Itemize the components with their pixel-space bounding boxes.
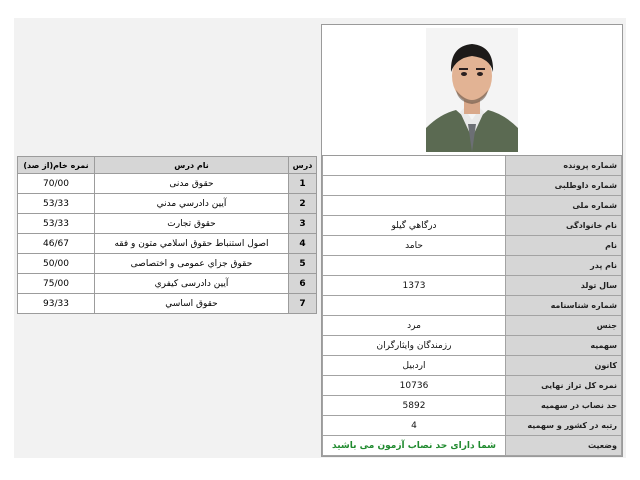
info-row [323, 436, 622, 456]
course-cell: حقوق اساسي [95, 294, 289, 314]
info-row [323, 356, 622, 376]
info-value: مرد [323, 316, 506, 336]
score-cell: 46/67 [18, 234, 95, 254]
course-cell: حقوق مدنى [95, 174, 289, 194]
table-row [18, 194, 317, 214]
course-cell: آيين دادرسي مدني [95, 194, 289, 214]
index-cell: 3 [289, 214, 317, 234]
info-row [323, 336, 622, 356]
info-row [323, 376, 622, 396]
info-row [323, 276, 622, 296]
score-cell: 53/33 [18, 214, 95, 234]
info-label: حد نصاب در سهمیه [506, 396, 622, 416]
info-row [323, 196, 622, 216]
person-photo-icon [426, 28, 518, 152]
info-value: 10736 [323, 376, 506, 396]
score-cell: 70/00 [18, 174, 95, 194]
index-cell: 4 [289, 234, 317, 254]
info-label: جنس [506, 316, 622, 336]
score-cell: 53/33 [18, 194, 95, 214]
info-row [323, 316, 622, 336]
index-cell: 7 [289, 294, 317, 314]
index-cell: 6 [289, 274, 317, 294]
photo-area [322, 25, 622, 156]
info-row [323, 256, 622, 276]
course-cell: حقوق جزاي عمومى و اختصاصى [95, 254, 289, 274]
info-row [323, 156, 622, 176]
info-row [323, 216, 622, 236]
grades-table [17, 156, 317, 314]
info-label: رتبه در کشور و سهمیه [506, 416, 622, 436]
info-value: 1373 [323, 276, 506, 296]
info-row [323, 296, 622, 316]
info-row [323, 236, 622, 256]
course-cell: آيين دادرسی کيفري [95, 274, 289, 294]
info-value [323, 296, 506, 316]
table-row [18, 254, 317, 274]
info-value [323, 256, 506, 276]
info-label: سهمیه [506, 336, 622, 356]
info-row [323, 416, 622, 436]
table-row [18, 274, 317, 294]
info-row [323, 176, 622, 196]
info-label: نام پدر [506, 256, 622, 276]
index-cell: 2 [289, 194, 317, 214]
info-label: نام خانوادگی [506, 216, 622, 236]
info-value: 4 [323, 416, 506, 436]
score-cell: 50/00 [18, 254, 95, 274]
candidate-info-table [322, 156, 622, 456]
info-label: نمره کل تراز نهایی [506, 376, 622, 396]
info-value: حامد [323, 236, 506, 256]
info-label: وضعیت [506, 436, 622, 456]
info-value: 5892 [323, 396, 506, 416]
info-value [323, 196, 506, 216]
course-cell: حقوق تجارت [95, 214, 289, 234]
info-label: نام [506, 236, 622, 256]
score-cell: 93/33 [18, 294, 95, 314]
info-label: شماره ملی [506, 196, 622, 216]
info-label: شماره پرونده [506, 156, 622, 176]
info-label: سال تولد [506, 276, 622, 296]
info-label: شماره داوطلبی [506, 176, 622, 196]
candidate-profile-card [321, 24, 623, 457]
course-cell: اصول استنباط حقوق اسلامي متون و فقه [95, 234, 289, 254]
course-header: نام درس [95, 157, 289, 174]
table-row [18, 174, 317, 194]
table-row [18, 214, 317, 234]
info-label: کانون [506, 356, 622, 376]
score-cell: 75/00 [18, 274, 95, 294]
index-cell: 5 [289, 254, 317, 274]
index-cell: 1 [289, 174, 317, 194]
table-row [18, 234, 317, 254]
info-value: درگاهي گيلو [323, 216, 506, 236]
info-label: شماره شناسنامه [506, 296, 622, 316]
status-message: شما دارای حد نصاب آزمون می باشید [323, 436, 506, 456]
info-value: رزمندگان وايثارگران [323, 336, 506, 356]
info-value [323, 156, 506, 176]
score-header: نمره خام(از صد) [18, 157, 95, 174]
info-value: اردبيل [323, 356, 506, 376]
info-row [323, 396, 622, 416]
grades-header-row [18, 157, 317, 174]
index-header: درس [289, 157, 317, 174]
table-row [18, 294, 317, 314]
info-value [323, 176, 506, 196]
